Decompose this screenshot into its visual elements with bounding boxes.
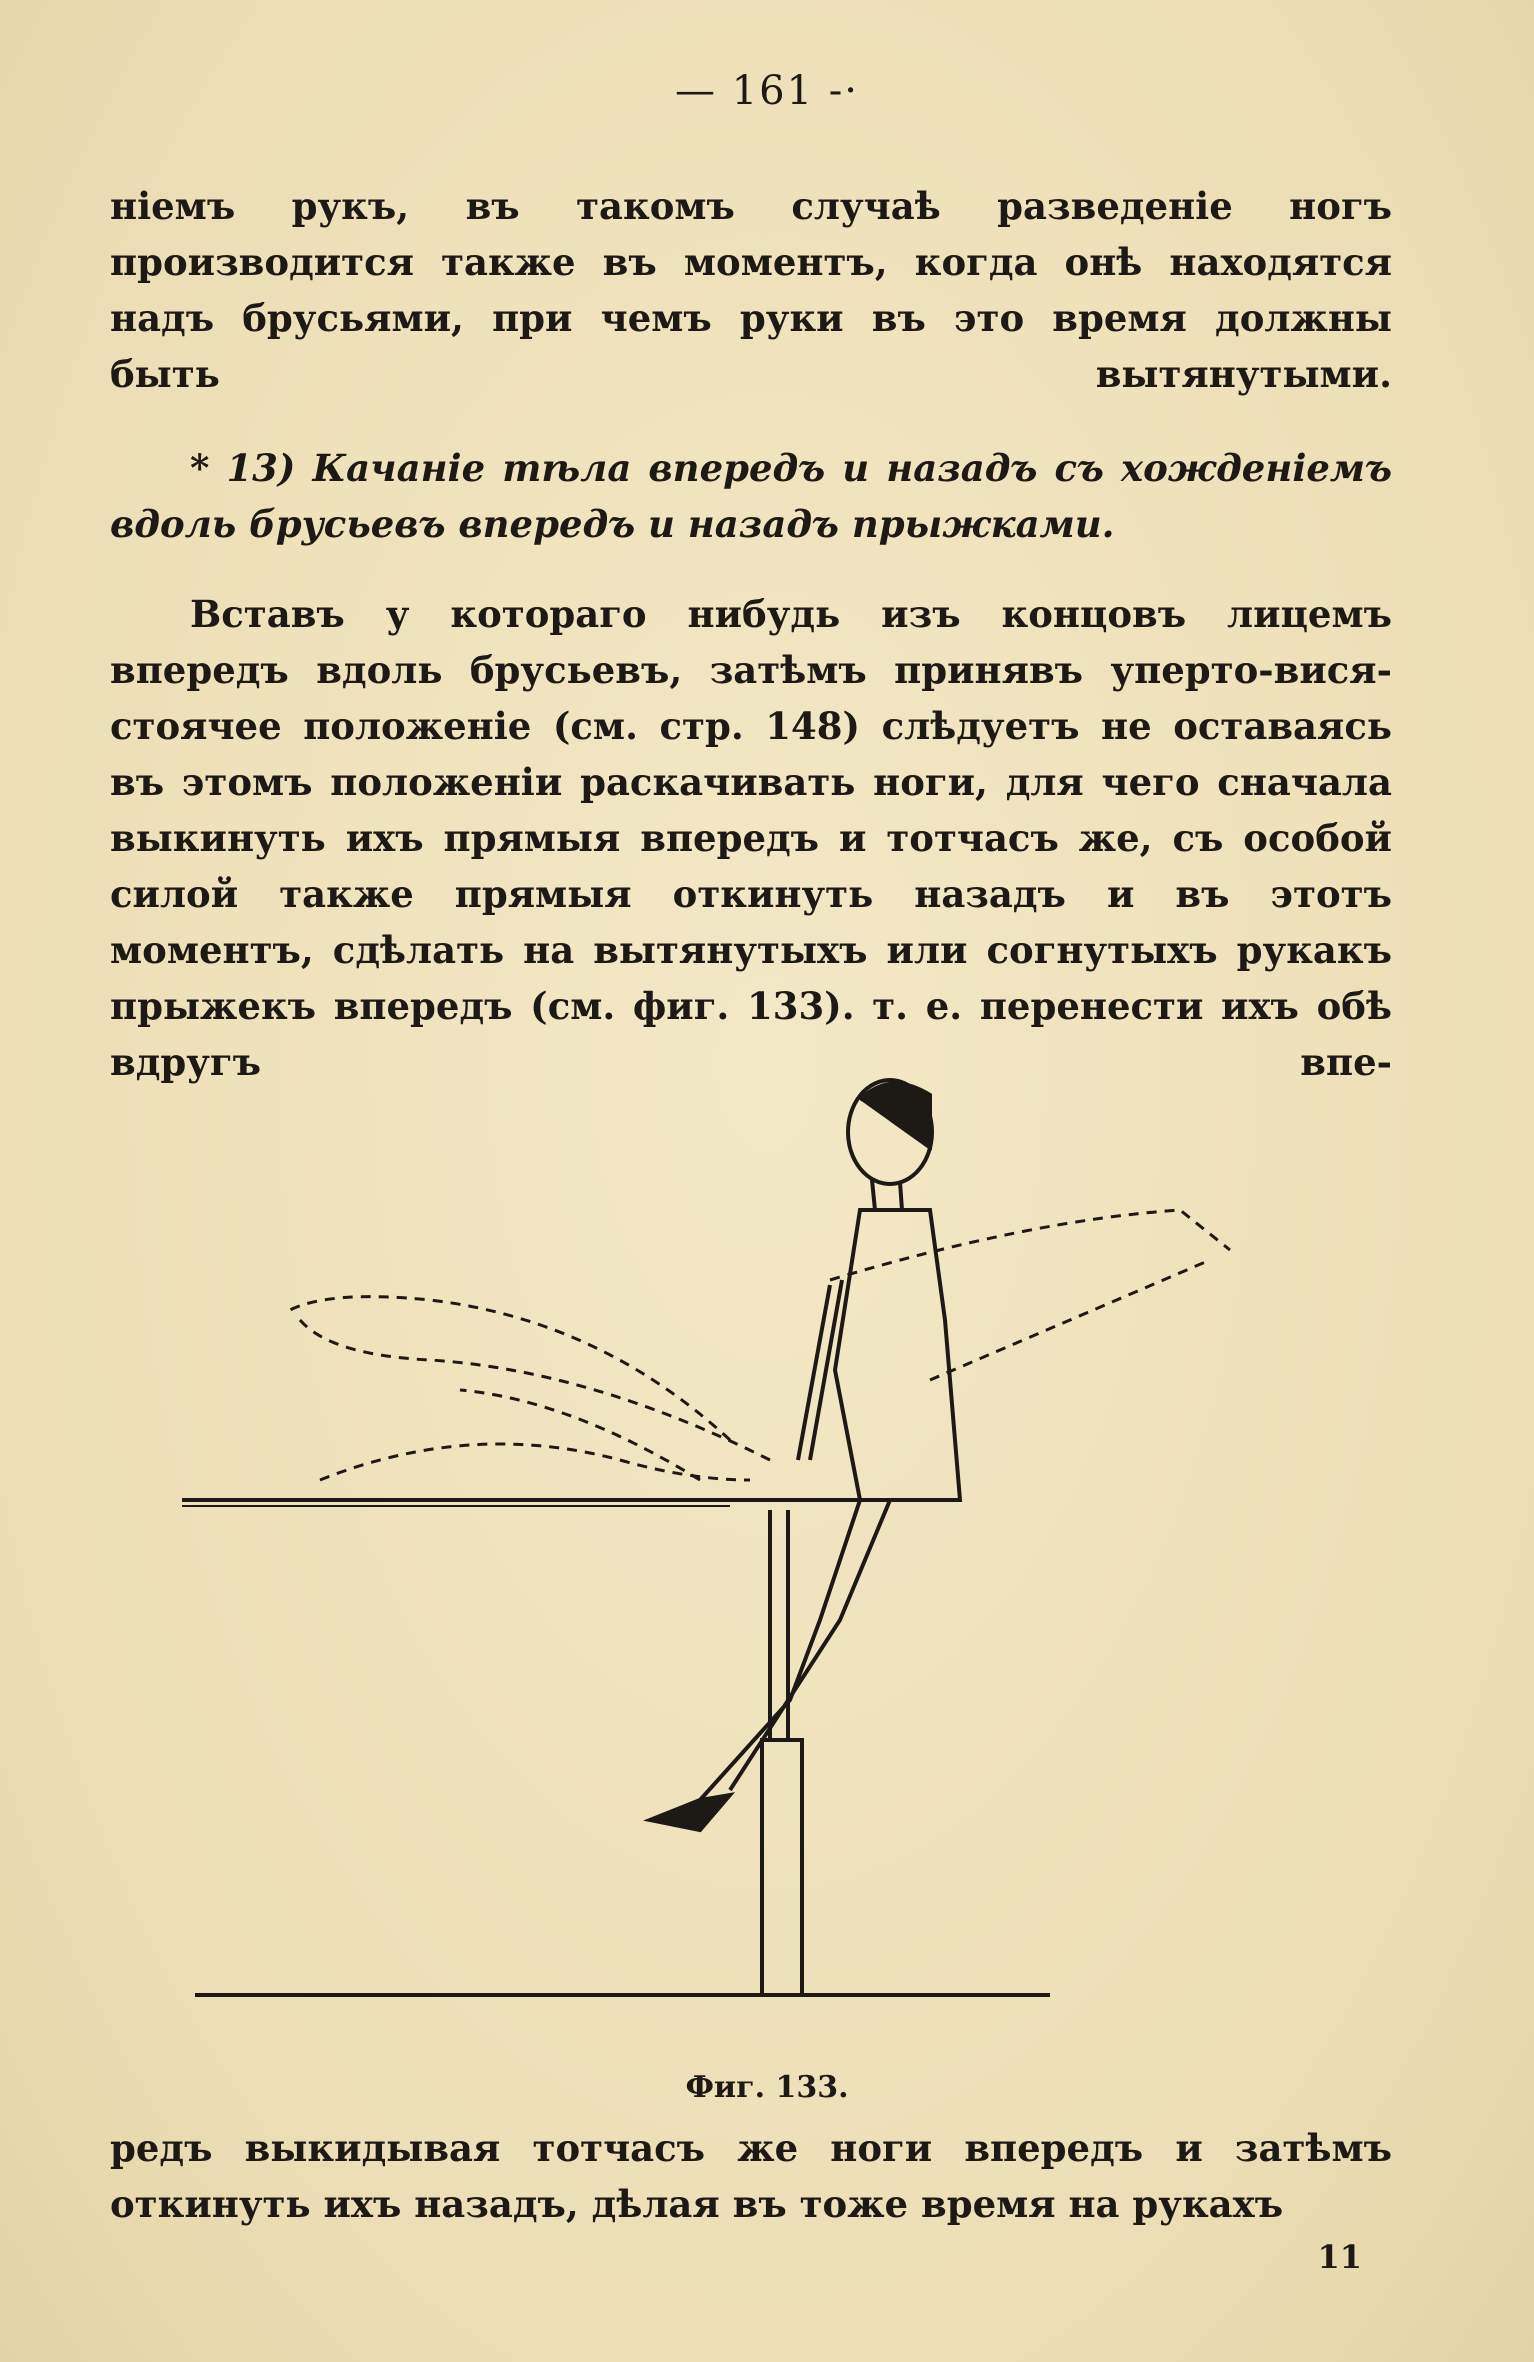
exercise-heading: * 13) Качаніе тѣла впередъ и назадъ съ хожденіемъ вдоль брусьевъ впередъ и назадъ прыжками. [110, 446, 1392, 546]
gymnast-torso [835, 1210, 960, 1500]
gymnast-leg [700, 1500, 860, 1800]
figure-caption: Фиг. 133. [685, 2070, 849, 2105]
motion-trail-forward [830, 1210, 1230, 1280]
paragraph-after-figure: редъ выкидывая тотчасъ же ноги впередъ и затѣмъ откинуть ихъ назадъ, дѣлая въ тоже время на рукахъ [110, 2126, 1392, 2226]
page-number: — 161 -· [674, 68, 859, 114]
exercise-description: Вставъ у котораго нибудь изъ концовъ лицемъ впередъ вдоль брусьевъ, затѣмъ принявъ уперто-вися-стоячее положеніе (см. стр. 148) слѣдуетъ не оставаясь въ этомъ положеніи раскачивать ноги, для чего сначала выкинуть ихъ прямыя впередъ и тотчасъ же, съ особой силой также прямыя откинуть назадъ и въ этотъ моментъ, сдѣлать на вытянутыхъ или согнутыхъ рукакъ прыжекъ впередъ (см. фиг. 133). т. е. перенести ихъ обѣ вдругъ впе- [110, 592, 1392, 1084]
paragraph-continuation: ніемъ рукъ, въ такомъ случаѣ разведеніе ногъ производится также въ моментъ, когда онѣ находятся надъ брусьями, при чемъ руки въ это время должны быть вытянутыми. [110, 184, 1392, 396]
signature-mark: 11 [1317, 2238, 1362, 2276]
figure-133-illustration [170, 1060, 1310, 2020]
